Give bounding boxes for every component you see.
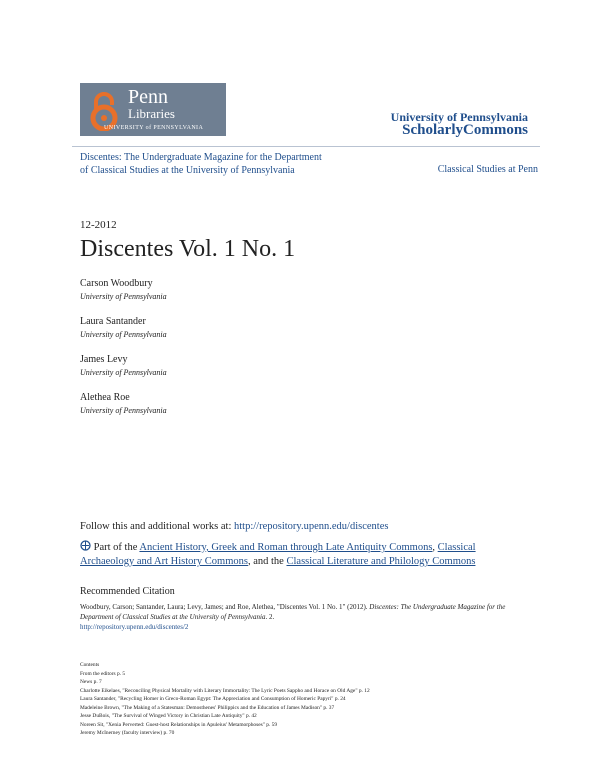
citation-heading: Recommended Citation bbox=[80, 586, 175, 597]
header-divider bbox=[72, 146, 540, 147]
logo-university-text: UNIVERSITY of PENNSYLVANIA bbox=[104, 125, 204, 131]
follow-text: Follow this and additional works at: bbox=[80, 521, 234, 532]
author-block bbox=[80, 353, 167, 379]
part-of-prefix: Part of the bbox=[93, 542, 140, 553]
contents-heading: Contents bbox=[80, 662, 100, 668]
classical-literature-commons-link[interactable]: Classical Literature and Philology Commons bbox=[286, 556, 476, 567]
author-name: Alethea Roe bbox=[80, 392, 130, 403]
collection-link[interactable]: Discentes: The Undergraduate Magazine for the Department of Classical Studies at the University of Pennsylvania bbox=[80, 152, 322, 176]
part-of-sep2: , and the bbox=[247, 556, 287, 567]
citation-journal: Discentes: The Undergraduate Magazine for the Department of Classical Studies at the University of Pennsylvania bbox=[80, 603, 506, 621]
author-block bbox=[80, 391, 167, 417]
repository-url-link[interactable]: http://repository.upenn.edu/discentes bbox=[234, 521, 389, 532]
list-item: Madeleine Brown, "The Making of a Statesman: Demosthenes' Philippics and the Education of James Madison" p. 37 bbox=[80, 704, 335, 711]
citation-text bbox=[80, 602, 520, 632]
list-item: Jeremy McInerney (faculty interview) p. 70 bbox=[80, 730, 175, 736]
author-name: James Levy bbox=[80, 354, 128, 365]
author-affiliation: University of Pennsylvania bbox=[80, 330, 167, 339]
list-item: Charlotte Eikelaes, "Reconciling Physical Mortality with Literary Immortality: The Lyric Poets Sappho and Horace on Old Age" p. 12 bbox=[80, 687, 370, 694]
contents-list bbox=[80, 661, 520, 738]
author-name: Carson Woodbury bbox=[80, 278, 153, 289]
scholarlycommons-link[interactable]: ScholarlyCommons bbox=[402, 122, 528, 138]
list-item: Noreen Sit, "Xenia Perverted: Guest-host Relationships in Apuleius' Metamorphoses" p. 59 bbox=[80, 721, 278, 728]
author-block bbox=[80, 277, 167, 303]
list-item: News p. 7 bbox=[80, 679, 102, 685]
penn-libraries-logo[interactable] bbox=[80, 83, 226, 136]
citation-suffix: . 2. bbox=[265, 613, 275, 621]
logo-libraries-text: Libraries bbox=[128, 106, 175, 121]
ancient-history-commons-link[interactable]: Ancient History, Greek and Roman through Late Antiquity Commons bbox=[139, 542, 433, 553]
classical-archaeology-commons-link[interactable]: Classical Archaeology and Art History Commons bbox=[80, 542, 476, 567]
citation-body: Woodbury, Carson; Santander, Laura; Levy, James; and Roe, Alethea, "Discentes Vol. 1 No. 1" (2012). bbox=[80, 603, 370, 611]
part-of-sep1: , bbox=[432, 542, 438, 553]
author-affiliation: University of Pennsylvania bbox=[80, 368, 167, 377]
follow-line bbox=[80, 521, 388, 532]
network-icon bbox=[80, 540, 91, 551]
list-item: Laura Santander, "Recycling Homer in Greco-Roman Egypt: The Appreciation and Consumption of Homeric Papyri" p. 24 bbox=[80, 696, 346, 702]
author-affiliation: University of Pennsylvania bbox=[80, 292, 167, 301]
document-title: Discentes Vol. 1 No. 1 bbox=[80, 236, 296, 262]
logo-penn-text: Penn bbox=[128, 86, 168, 108]
department-link[interactable]: Classical Studies at Penn bbox=[437, 164, 538, 175]
citation-url-link[interactable]: http://repository.upenn.edu/discentes/2 bbox=[80, 623, 189, 631]
publication-date: 12-2012 bbox=[80, 219, 117, 231]
part-of-statement bbox=[80, 540, 520, 569]
author-name: Laura Santander bbox=[80, 316, 146, 327]
university-link[interactable]: University of Pennsylvania bbox=[390, 110, 528, 124]
author-affiliation: University of Pennsylvania bbox=[80, 406, 167, 415]
author-block bbox=[80, 315, 167, 341]
list-item: Jesse DuBois, "The Survival of Winged Victory in Christian Late Antiquity" p. 42 bbox=[80, 713, 257, 719]
list-item: From the editors p. 5 bbox=[80, 670, 126, 677]
